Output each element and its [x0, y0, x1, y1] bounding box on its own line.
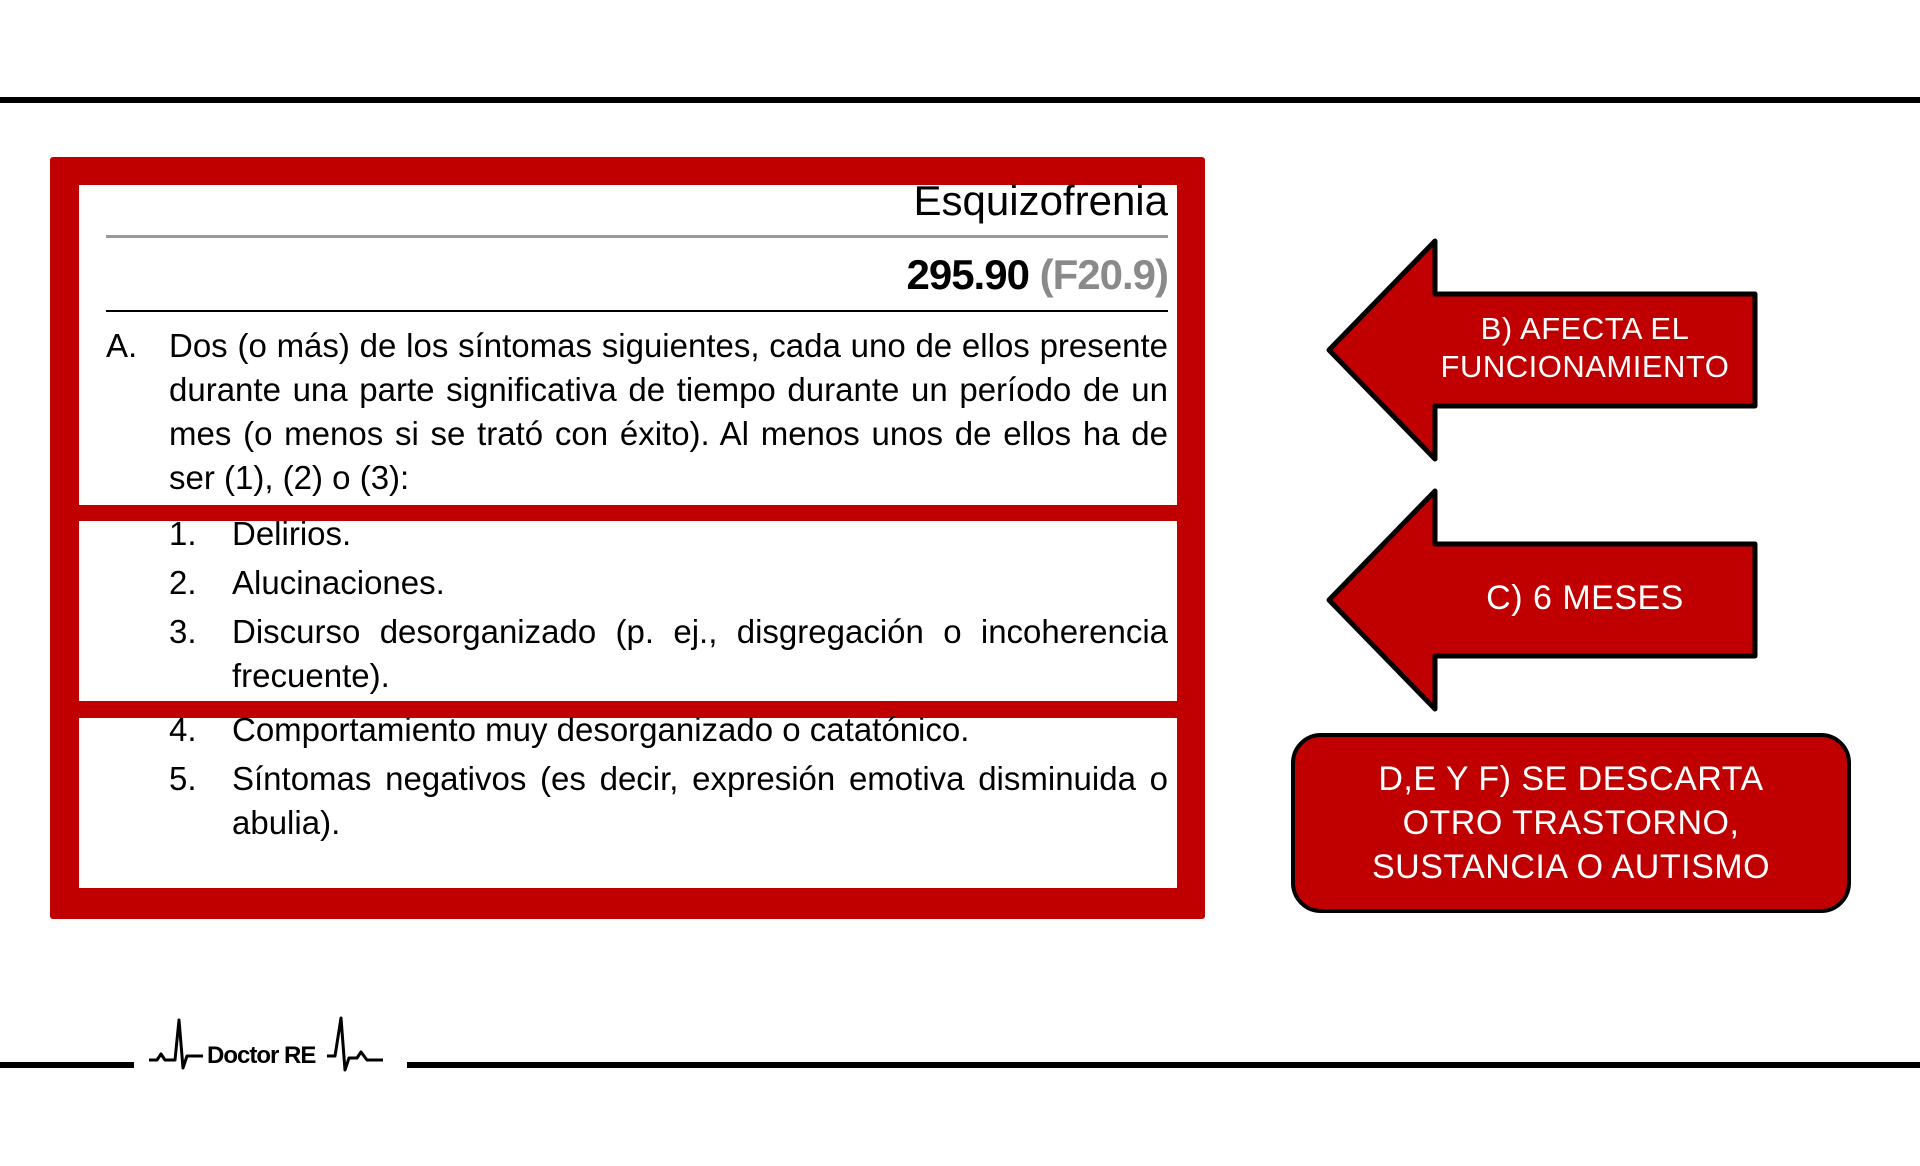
- list-item: [169, 757, 1168, 845]
- callout-c-label: C) 6 MESES: [1486, 579, 1684, 617]
- criterion-a: [106, 324, 1168, 500]
- icd-code: (F20.9): [1039, 251, 1168, 298]
- callout-b-label: B) AFECTA EL FUNCIONAMIENTO: [1440, 311, 1730, 384]
- list-item: [169, 512, 1168, 556]
- top-rule: [0, 97, 1920, 103]
- list-item: [169, 610, 1168, 698]
- callout-def-label: D,E Y F) SE DESCARTA OTRO TRASTORNO, SUSTANCIA O AUTISMO: [1371, 760, 1771, 886]
- criterion-a-label: A.: [106, 327, 138, 364]
- item-number: 1.: [169, 515, 197, 552]
- bottom-rule-left: [0, 1062, 134, 1068]
- doctor-re-logo: [145, 1016, 395, 1076]
- diagnosis-code: [106, 250, 1168, 312]
- callout-box-def: [1291, 733, 1851, 913]
- card-title: Esquizofrenia: [106, 177, 1168, 238]
- item-text: Alucinaciones.: [232, 564, 445, 601]
- list-item: [169, 708, 1168, 752]
- callout-arrow-b: [1325, 237, 1763, 463]
- item-number: 4.: [169, 711, 197, 748]
- item-text: Síntomas negativos (es decir, expresión emotiva disminuida o abulia).: [232, 760, 1168, 841]
- item-number: 2.: [169, 564, 197, 601]
- logo-text: Doctor RE: [207, 1042, 316, 1069]
- item-text: Delirios.: [232, 515, 352, 552]
- bottom-rule-right: [407, 1062, 1920, 1068]
- list-item: [169, 561, 1168, 605]
- item-text: Discurso desorganizado (p. ej., disgregación o incoherencia frecuente).: [232, 613, 1168, 694]
- item-number: 5.: [169, 760, 197, 797]
- callout-arrow-c: [1325, 487, 1763, 713]
- dsm-code: 295.90: [906, 251, 1029, 298]
- criteria-card: [50, 157, 1205, 919]
- symptom-list: [169, 512, 1168, 845]
- item-text: Comportamiento muy desorganizado o catatónico.: [232, 711, 970, 748]
- criterion-a-text: Dos (o más) de los síntomas siguientes, cada uno de ellos presente durante una parte significativa de tiempo durante un período de un mes (o menos si se trató con éxito). Al menos unos de ellos ha de ser (1), (2) o (3):: [169, 327, 1168, 496]
- criteria-content: [106, 177, 1168, 850]
- item-number: 3.: [169, 613, 197, 650]
